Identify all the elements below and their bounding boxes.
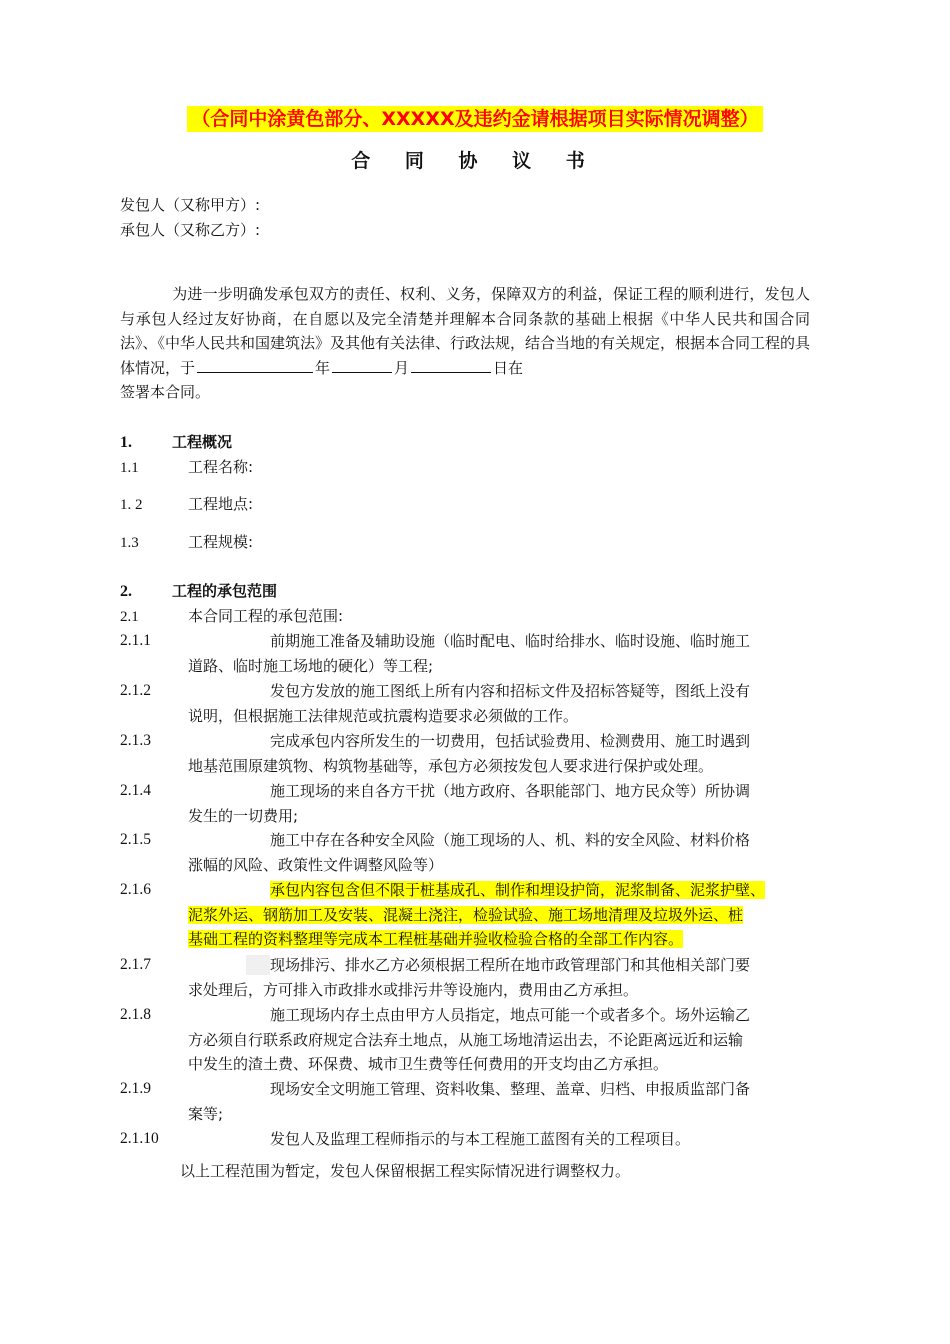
intro-month: 月 [394,358,410,377]
item-text: 前期施工准备及辅助设施（临时配电、临时给排水、临时设施、临时施工 [270,632,751,650]
scope-item [120,1003,810,1077]
section-2-heading [120,580,277,601]
scope-item [120,779,810,828]
project-scale-label: 工程规模: [188,533,254,551]
highlighted-text: 基础工程的资料整理等完成本工程桩基础并验收检验合格的全部工作内容。 [188,930,684,948]
scope-item [120,1127,810,1152]
item-number: 1.3 [120,535,139,551]
intro-end: 签署本合同。 [120,383,211,401]
item-text-cont: 方必须自行联系政府规定合法弃土地点，从施工场地清运出去，不论距离远近和运输 [188,1030,744,1049]
project-location-label: 工程地点: [188,495,254,513]
item-number: 2.1.2 [120,682,151,699]
item-text-cont: 说明，但根据施工法律规范或抗震构造要求必须做的工作。 [188,706,579,725]
adjustment-notice [0,104,950,131]
item-number: 2.1.4 [120,782,151,799]
project-scale-line [120,531,253,555]
item-text-cont: 道路、临时施工场地的硬化）等工程; [188,656,434,675]
item-text-cont: 地基范围原建筑物、构筑物基础等，承包方必须按发包人要求进行保护或处理。 [188,756,714,775]
scope-item [120,679,810,728]
scope-item [120,1077,810,1126]
section-2-number: 2. [120,583,132,600]
item-number: 2.1 [120,609,139,625]
date-year-blank [197,356,313,373]
item-text: 发包方发放的施工图纸上所有内容和招标文件及招标答疑等，图纸上没有 [270,682,751,700]
item-number: 2.1.9 [120,1080,151,1097]
item-number: 2.1.10 [120,1130,159,1147]
intro-paragraph [120,282,810,405]
adjustment-notice-text: （合同中涂黄色部分、XXXXX及违约金请根据项目实际情况调整） [187,106,762,132]
item-text-cont: 涨幅的风险、政策性文件调整风险等） [188,855,444,874]
scope-item [120,828,810,877]
item-number: 2.1.5 [120,831,151,848]
scope-item [120,953,810,1002]
scope-intro-line [120,605,343,629]
item-number: 2.1.8 [120,1006,151,1023]
item-text: 施工现场内存土点由甲方人员指定，地点可能一个或者多个。场外运输乙 [270,1006,751,1024]
item-text-cont: 案等; [188,1104,224,1123]
intro-text: 为进一步明确发承包双方的责任、权利、义务，保障双方的利益，保证工程的顺利进行，发包人与承包人经过友好协商，在自愿以及完全清楚并理解本合同条款的基础上根据《中华人民共和国合同法》、《中华人民共和国建筑法》及其他有关法律、行政法规，结合当地的有关规定，根据本合同工程的具体情况，于 [120,285,811,377]
project-name-line [120,456,253,480]
project-location-line [120,493,253,517]
date-month-blank [332,356,392,373]
item-text: 施工中存在各种安全风险（施工现场的人、机、料的安全风险、材料价格 [270,831,751,849]
item-text-cont: 发生的一切费用; [188,806,299,825]
item-number: 2.1.7 [120,956,151,973]
scope-intro-text: 本合同工程的承包范围: [188,607,344,625]
item-number: 2.1.1 [120,632,151,649]
item-text-cont: 中发生的渣土费、环保费、城市卫生费等任何费用的开支均由乙方承担。 [188,1055,669,1073]
scope-item-highlighted [120,878,810,952]
item-text: 发包人及监理工程师指示的与本工程施工蓝图有关的工程项目。 [270,1130,691,1148]
intro-day: 日在 [493,358,524,377]
section-1-number: 1. [120,434,132,451]
highlighted-text: 泥浆外运、钢筋加工及安装、混凝土浇注，检验试验、施工场地清理及垃圾外运、桩 [188,905,744,924]
scope-item [120,629,810,678]
item-text: 现场排污、排水乙方必须根据工程所在地市政管理部门和其他相关部门要 [270,956,751,974]
section-2-title: 工程的承包范围 [172,582,278,600]
item-text: 施工现场的来自各方干扰（地方政府、各职能部门、地方民众等）所协调 [270,782,751,800]
document-title: 合 同 协 议 书 [351,150,599,172]
item-number: 2.1.6 [120,881,151,898]
section-1-heading [120,431,232,452]
highlighted-text: 承包内容包含但不限于桩基成孔、制作和埋设护筒，泥浆制备、泥浆护壁、 [270,881,766,899]
item-text-cont: 求处理后，方可排入市政排水或排污井等设施内，费用由乙方承担。 [188,980,639,999]
item-number: 2.1.3 [120,732,151,749]
intro-year: 年 [315,358,331,377]
item-number: 1.1 [120,460,139,476]
item-number: 1. 2 [120,497,143,513]
employer-line: 发包人（又称甲方）: [120,196,261,214]
date-day-blank [411,356,491,373]
project-name-label: 工程名称: [188,458,254,476]
scope-item [120,729,810,778]
item-text: 完成承包内容所发生的一切费用，包括试验费用、检测费用、施工时遇到 [270,732,751,750]
contractor-line: 承包人（又称乙方）: [120,221,261,239]
section-1-title: 工程概况 [172,433,233,451]
scope-note: 以上工程范围为暂定，发包人保留根据工程实际情况进行调整权力。 [180,1162,631,1180]
item-text: 现场安全文明施工管理、资料收集、整理、盖章、归档、申报质监部门备 [270,1080,751,1098]
